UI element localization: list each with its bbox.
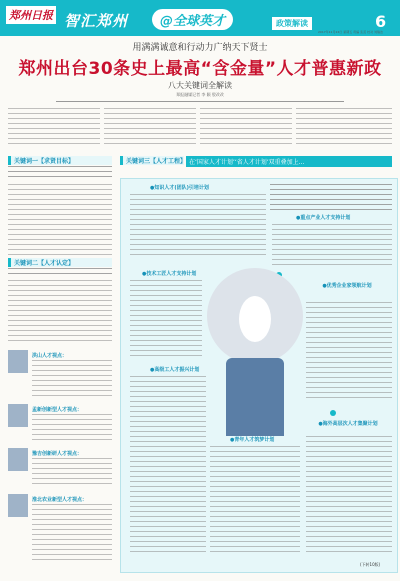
newspaper-logo: 郑州日报: [6, 6, 56, 24]
keyword-2-highlight: [8, 268, 112, 278]
intro-text-3: [200, 108, 292, 146]
article-deck: 八大关键词全解读: [168, 81, 232, 90]
program-text: [130, 194, 266, 258]
section-keyword-3: 关键词三【人才工程】: [120, 156, 184, 165]
program-title: ●优秀企业家领航计划: [322, 283, 372, 289]
section-keyword-2: 关键词二【人才认定】: [8, 258, 112, 267]
program-dot: [330, 410, 336, 416]
program-text: [272, 224, 392, 268]
page-meta: 2017年11月24日 星期五 责编 张蕊 校对 刘瑞洁: [318, 30, 384, 34]
program-title: ●青年人才筑梦计划: [230, 437, 275, 443]
profile-title: 淮北农业新型人才视点：: [32, 497, 88, 503]
section-tag: 在‘国家人才计划’‘省人才计划’双重叠加上…: [186, 156, 392, 167]
profile-title: 豫吉创新研人才视点：: [32, 451, 83, 457]
program-title: ●海外高层次人才集聚计划: [318, 421, 378, 427]
keyword-1-body: [8, 184, 112, 256]
topic-badge: @全球英才: [152, 9, 233, 30]
program-title: ●技术工匠人才支持计划: [142, 271, 197, 277]
headline-rule: [56, 101, 344, 102]
article-byline: 郑报融媒记者 李 颖 殷改改: [176, 92, 224, 97]
profile-photo: [8, 448, 28, 471]
profile-text: [32, 360, 112, 400]
profile-photo: [8, 404, 28, 427]
intro-text-1: [8, 108, 100, 146]
intro-text-4: [296, 108, 392, 146]
page-number: 6: [375, 12, 387, 31]
section-keyword-1: 关键词一【求贤目标】: [8, 156, 112, 165]
program-title: ●重点产业人才支持计划: [296, 215, 351, 221]
program-title: ●知识人才(团队)引培计划: [150, 185, 209, 191]
program-title: ●高级工人才振兴计划: [150, 367, 200, 373]
profile-photo: [8, 350, 28, 373]
lightbulb-core: [239, 296, 271, 342]
profile-title: 洪山人才视点：: [32, 353, 68, 359]
column-tag: 政策解读: [272, 17, 312, 30]
program-text: [130, 280, 202, 360]
program-text: [306, 436, 392, 556]
panel-intro-text: [270, 184, 392, 210]
figure-silhouette: [226, 358, 284, 436]
program-text: [210, 446, 300, 556]
continue-mark: (下转10版): [360, 562, 381, 567]
keyword-2-body: [8, 280, 112, 344]
keyword-1-highlight: [8, 166, 112, 180]
profile-photo: [8, 494, 28, 517]
program-text: [130, 376, 206, 556]
article-title: 郑州出台30条史上最高“含金量”人才普惠新政: [18, 59, 382, 79]
profile-text: [32, 504, 112, 564]
profile-title: 孟新创新型人才视点：: [32, 407, 83, 413]
article-subtitle: 用满满诚意和行动力广纳天下贤士: [132, 43, 268, 53]
profile-text: [32, 458, 112, 488]
profile-text: [32, 414, 112, 444]
topic-title: 智汇郑州: [64, 12, 129, 30]
intro-text-2: [104, 108, 196, 146]
program-text: [306, 302, 392, 398]
